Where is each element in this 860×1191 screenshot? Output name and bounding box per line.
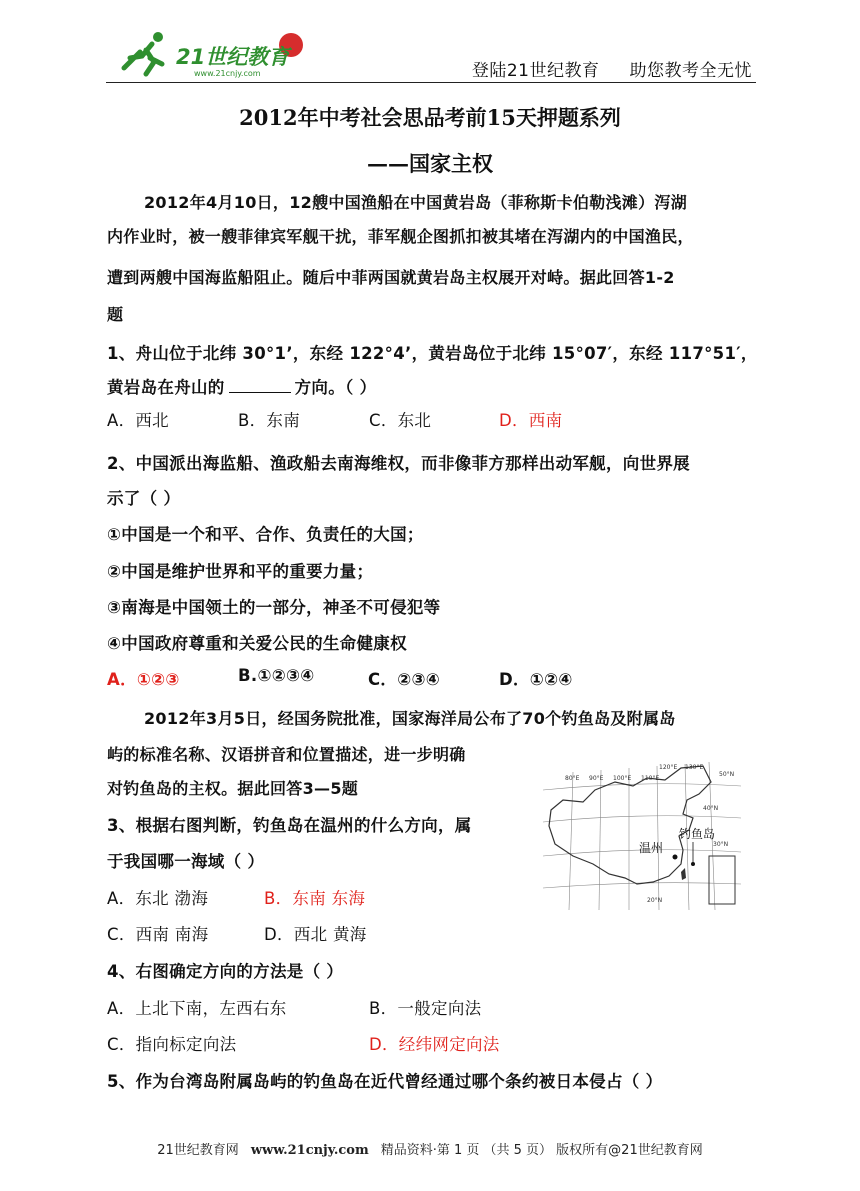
intro1-line-2: 内作业时，被一艘菲律宾军舰干扰，菲军舰企图抓扣被其堵在泻湖内的中国渔民， (107, 227, 694, 246)
intro1-line-4: 题 (107, 305, 124, 324)
q2-item-2: ②中国是维护世界和平的重要力量； (107, 562, 374, 581)
lon-label-110: 110°E (641, 775, 660, 782)
page-title: 2012年中考社会思品考前15天押题系列 (239, 105, 621, 130)
q2-item-3: ③南海是中国领土的一部分，神圣不可侵犯等 (107, 598, 441, 617)
q2-option-d[interactable]: D．①②④ (499, 670, 573, 689)
q4-option-b[interactable]: B．一般定向法 (369, 999, 482, 1018)
q2-item-4: ④中国政府尊重和关爱公民的生命健康权 (107, 634, 407, 653)
q1-stem-line-1: 1、舟山位于北纬 30°1’，东经 122°4’，黄岩岛位于北纬 15°07′，东经 117°51′， (107, 344, 758, 363)
q1-option-c[interactable]: C．东北 (369, 411, 432, 430)
lat-label-50: 50°N (719, 771, 735, 778)
q3-option-a[interactable]: A．东北 渤海 (107, 889, 209, 908)
intro2-line-1: 2012年3月5日，经国务院批准，国家海洋局公布了70个钓鱼岛及附属岛 (144, 709, 676, 728)
wenzhou-marker (673, 855, 678, 860)
diaoyu-marker (691, 862, 695, 866)
lon-label-120: 120°E (659, 764, 678, 771)
logo-url: www.21cnjy.com (194, 69, 261, 78)
intro1-line-3: 遭到两艘中国海监船阻止。随后中菲两国就黄岩岛主权展开对峙。据此回答1-2 (107, 268, 675, 287)
q3-stem-line-1: 3、根据右图判断，钓鱼岛在温州的什么方向，属 (107, 816, 472, 835)
q1-option-d[interactable]: D．西南 (499, 411, 563, 430)
footer-info: 精品资料·第 1 页 （共 5 页） 版权所有@21世纪教育网 (380, 1143, 703, 1158)
q2-stem-line-2: 示了（ ） (107, 489, 181, 508)
lat-label-20: 20°N (647, 897, 663, 904)
taiwan-island (681, 868, 686, 880)
header-slogan (472, 56, 752, 81)
header-site-link[interactable]: 登陆21世纪教育 (471, 61, 600, 81)
q2-item-1: ①中国是一个和平、合作、负责任的大国； (107, 525, 424, 544)
lat-label-40: 40°N (703, 805, 719, 812)
q2-stem-line-1: 2、中国派出海监船、渔政船去南海维权，而非像菲方那样出动军舰，向世界展 (107, 454, 690, 473)
q1-option-b[interactable]: B．东南 (238, 411, 301, 430)
intro2-line-2: 屿的标准名称、汉语拼音和位置描述，进一步明确 (107, 745, 466, 764)
q4-option-c[interactable]: C．指向标定向法 (107, 1035, 237, 1054)
page-footer (0, 1139, 860, 1158)
page-subtitle: ——国家主权 (367, 151, 493, 176)
q3-option-d[interactable]: D．西北 黄海 (264, 925, 367, 944)
q2-option-c[interactable]: C．②③④ (368, 670, 441, 689)
q1-answer-blank[interactable] (229, 376, 291, 393)
map-label-diaoyu: 钓鱼岛 (679, 827, 716, 841)
q2-option-a[interactable]: A．①②③ (107, 670, 180, 689)
site-logo[interactable] (116, 28, 316, 80)
q3-stem-line-2: 于我国哪一海域（ ） (107, 852, 265, 871)
q4-stem: 4、右图确定方向的方法是（ ） (107, 962, 344, 981)
logo-text: 21世纪教育 (176, 45, 290, 69)
runner-icon (124, 32, 163, 74)
lon-label-130: 130°E (685, 764, 704, 771)
lon-label-90: 90°E (589, 775, 604, 782)
china-map-figure (543, 760, 741, 910)
lon-label-80: 80°E (565, 775, 580, 782)
intro1-line-1: 2012年4月10日，12艘中国渔船在中国黄岩岛（菲称斯卡伯勒浅滩）泻湖 (144, 193, 687, 212)
intro2-line-3: 对钓鱼岛的主权。据此回答3—5题 (107, 779, 359, 798)
footer-site: 21世纪教育网 (157, 1143, 239, 1158)
q4-option-a[interactable]: A．上北下南，左西右东 (107, 999, 287, 1018)
lat-label-30: 30°N (713, 841, 729, 848)
q1-stem-b: 方向。（ ） (294, 378, 377, 397)
q5-stem: 5、作为台湾岛附属岛屿的钓鱼岛在近代曾经通过哪个条约被日本侵占（ ） (107, 1072, 663, 1091)
map-label-wenzhou: 温州 (639, 841, 664, 855)
q1-stem-a: 黄岩岛在舟山的 (107, 378, 225, 397)
q4-option-d[interactable]: D．经纬网定向法 (369, 1035, 500, 1054)
footer-url[interactable]: www.21cnjy.com (250, 1143, 369, 1158)
q3-option-c[interactable]: C．西南 南海 (107, 925, 209, 944)
lon-label-100: 100°E (613, 775, 632, 782)
q1-option-a[interactable]: A．西北 (107, 411, 169, 430)
q3-option-b[interactable]: B．东南 东海 (264, 889, 366, 908)
page-header (106, 28, 756, 83)
q1-stem-line-2 (107, 374, 376, 398)
q2-option-b[interactable]: B.①②③④ (238, 666, 315, 685)
header-slogan-text: 助您教考全无忧 (629, 61, 752, 81)
